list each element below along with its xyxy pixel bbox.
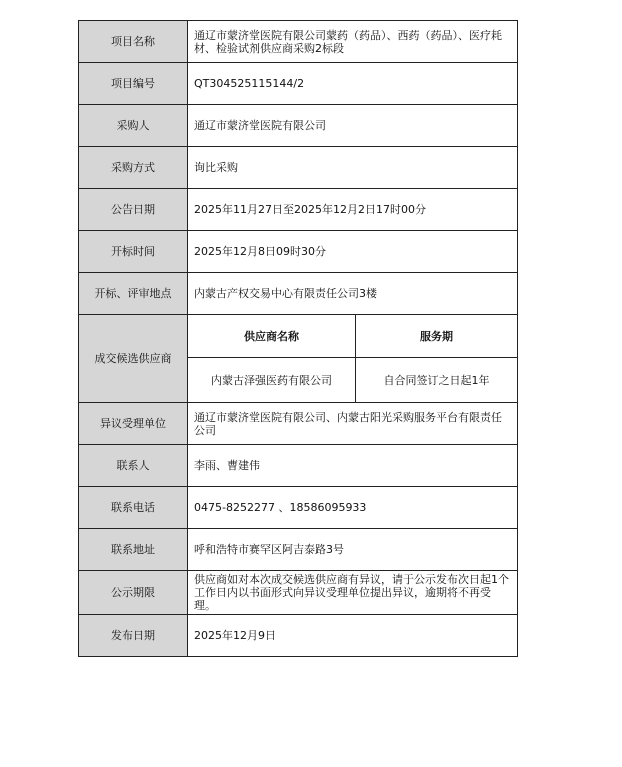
value-announcement-date: 2025年11月27日至2025年12月2日17时00分 bbox=[188, 189, 518, 231]
value-service-period: 自合同签订之日起1年 bbox=[383, 373, 490, 387]
row-procurement-method bbox=[79, 147, 518, 189]
value-project-name: 通辽市蒙济堂医院有限公司蒙药（药品）、西药（药品）、医疗耗材、检验试剂供应商采购2标段 bbox=[188, 21, 518, 63]
candidate-subtable bbox=[188, 315, 517, 402]
row-objection-unit bbox=[79, 403, 518, 445]
label-contact-person: 联系人 bbox=[79, 445, 188, 487]
label-contact-address: 联系地址 bbox=[79, 529, 188, 571]
row-contact-phone bbox=[79, 487, 518, 529]
label-opening-location: 开标、评审地点 bbox=[79, 273, 188, 315]
row-contact-address bbox=[79, 529, 518, 571]
value-bid-opening-time: 2025年12月8日09时30分 bbox=[188, 231, 518, 273]
label-publicity-period: 公示期限 bbox=[79, 571, 188, 615]
row-announcement-date bbox=[79, 189, 518, 231]
label-purchaser: 采购人 bbox=[79, 105, 188, 147]
label-candidate-supplier: 成交候选供应商 bbox=[79, 315, 188, 403]
value-supplier-name: 内蒙古泽强医药有限公司 bbox=[188, 358, 356, 403]
label-contact-phone: 联系电话 bbox=[79, 487, 188, 529]
notice-document bbox=[78, 20, 518, 657]
row-candidate-supplier bbox=[79, 315, 518, 403]
label-project-name: 项目名称 bbox=[79, 21, 188, 63]
value-contact-person: 李雨、曹建伟 bbox=[188, 445, 518, 487]
candidate-cell bbox=[188, 315, 518, 403]
value-procurement-method: 询比采购 bbox=[188, 147, 518, 189]
value-publish-date: 2025年12月9日 bbox=[188, 615, 518, 657]
label-announcement-date: 公告日期 bbox=[79, 189, 188, 231]
value-project-number: QT304525115144/2 bbox=[188, 63, 518, 105]
row-contact-person bbox=[79, 445, 518, 487]
value-opening-location: 内蒙古产权交易中心有限责任公司3楼 bbox=[188, 273, 518, 315]
value-objection-unit: 通辽市蒙济堂医院有限公司、内蒙古阳光采购服务平台有限责任公司 bbox=[188, 403, 518, 445]
value-contact-address: 呼和浩特市赛罕区阿吉泰路3号 bbox=[188, 529, 518, 571]
row-opening-location bbox=[79, 273, 518, 315]
label-publish-date: 发布日期 bbox=[79, 615, 188, 657]
row-bid-opening-time bbox=[79, 231, 518, 273]
value-contact-phone: 0475-8252277 、18586095933 bbox=[188, 487, 518, 529]
info-table bbox=[78, 20, 518, 657]
row-project-number bbox=[79, 63, 518, 105]
row-publicity-period bbox=[79, 571, 518, 615]
label-objection-unit: 异议受理单位 bbox=[79, 403, 188, 445]
row-publish-date bbox=[79, 615, 518, 657]
header-supplier-name: 供应商名称 bbox=[188, 315, 356, 358]
value-purchaser: 通辽市蒙济堂医院有限公司 bbox=[188, 105, 518, 147]
label-procurement-method: 采购方式 bbox=[79, 147, 188, 189]
row-project-name bbox=[79, 21, 518, 63]
label-project-number: 项目编号 bbox=[79, 63, 188, 105]
row-purchaser bbox=[79, 105, 518, 147]
value-publicity-period: 供应商如对本次成交候选供应商有异议，请于公示发布次日起1个工作日内以书面形式向异议受理单位提出异议，逾期将不再受理。 bbox=[188, 571, 518, 615]
label-bid-opening-time: 开标时间 bbox=[79, 231, 188, 273]
header-service-period: 服务期 bbox=[356, 315, 518, 358]
